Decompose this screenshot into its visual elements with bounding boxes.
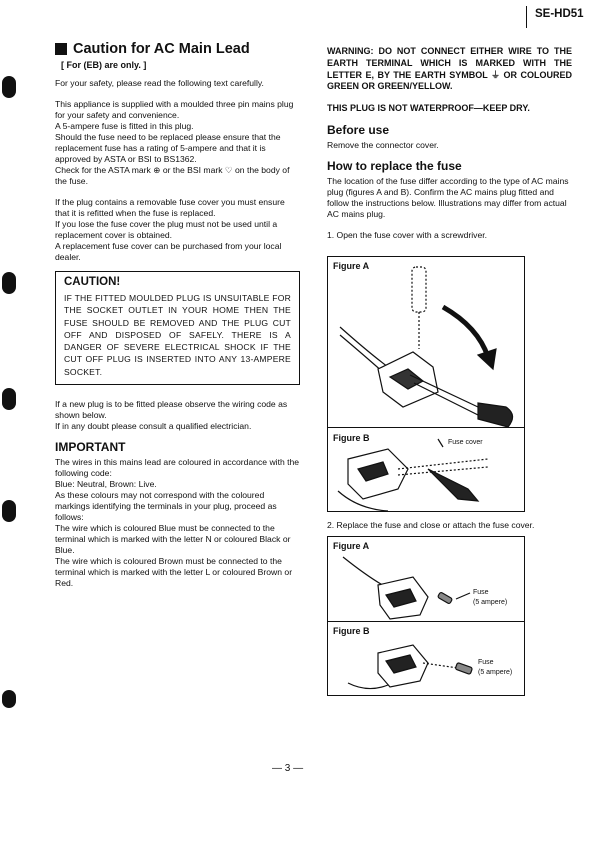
waterproof-warning: THIS PLUG IS NOT WATERPROOF—KEEP DRY. [327, 103, 530, 114]
paragraph: Check for the ASTA mark ⊕ or the BSI mark ♡ on the body of the fuse. [55, 165, 290, 186]
caution-text: IF THE FITTED MOULDED PLUG IS UNSUITABLE FOR THE SOCKET OUTLET IN YOUR HOME THEN THE FUSE SHOULD BE REMOVED AND THE PLUG CUT OFF AND DISPOSED OF SAFELY. THERE IS A DANGER OF SEVERE ELECTRICAL SHOCK IF THE CUT OFF PLUG IS INSERTED INTO ANY 13-AMPERE SOCKET. [64, 293, 291, 377]
paragraph: A replacement fuse cover can be purchased from your local dealer. [55, 241, 282, 262]
paragraph: As these colours may not correspond with the coloured markings identifying the terminals in your plug, proceed as follows: [55, 490, 277, 523]
caution-box [55, 271, 300, 385]
how-to-heading: How to replace the fuse [327, 158, 462, 173]
before-use-text: Remove the connector cover. [327, 139, 439, 150]
before-use-heading: Before use [327, 122, 390, 137]
binding-hole [2, 272, 16, 294]
figure-group-open-cover [327, 256, 525, 512]
binding-hole [2, 500, 16, 522]
region-note: [ For (EB) are only. ] [61, 60, 147, 70]
paragraph: If in any doubt please consult a qualified electrician. [55, 421, 252, 432]
section-heading [55, 40, 300, 58]
paragraph: If a new plug is to be fitted please observe the wiring code as shown below. [55, 399, 288, 421]
fuse-label: Fuse [478, 659, 494, 666]
paragraph: If the plug contains a removable fuse cover you must ensure that it is refitted when the fuse is replaced. [55, 197, 285, 218]
model-number: SE-HD51 [526, 6, 584, 28]
fuse-cover-label: Fuse cover [448, 439, 483, 446]
figure-a-label: Figure A [333, 541, 370, 551]
page-number: — 3 — [272, 763, 304, 774]
caution-title: CAUTION! [64, 276, 121, 288]
figure-group-replace-fuse [327, 536, 525, 696]
figure-b-label: Figure B [333, 626, 370, 636]
paragraph: Should the fuse need to be replaced please ensure that the replacement fuse has a rating of 5-ampere and that it is approved by ASTA or BSI to BS1362. [55, 132, 281, 164]
paragraph: If you lose the fuse cover the plug must not be used until a replacement cover is obtained. [55, 219, 278, 240]
step-2: 2. Replace the fuse and close or attach the fuse cover. [327, 520, 535, 530]
left-column [55, 40, 300, 589]
plug-b-illustration [328, 429, 524, 511]
plug-screwdriver-illustration [328, 257, 524, 427]
how-to-text: The location of the fuse differ according to the type of AC mains plug (figures A and B). Confirm the AC mains plug fitted and follow the instructions below. Illustrations may differ from actual AC mains plug. [327, 175, 569, 219]
fuse-rating-label: (5 ampere) [473, 599, 508, 606]
paragraph: The wire which is coloured Brown must be connected to the terminal which is marked with the letter L or coloured Brown or Red. [55, 556, 293, 589]
right-column [327, 46, 572, 241]
important-heading: IMPORTANT [55, 440, 126, 455]
fuse-rating-label: (5 ampere) [478, 669, 513, 676]
paragraph: A 5-ampere fuse is fitted in this plug. [55, 121, 194, 131]
figure-b-label: Figure B [333, 433, 370, 443]
intro-text: For your safety, please read the following text carefully. [55, 78, 264, 88]
fuse-label: Fuse [473, 589, 489, 596]
binding-hole [2, 388, 16, 410]
square-bullet-icon [55, 43, 67, 55]
plug-a-fuse-illustration [328, 537, 524, 622]
binding-hole [2, 690, 16, 708]
warning-text: WARNING: DO NOT CONNECT EITHER WIRE TO THE EARTH TERMINAL WHICH IS MARKED WITH THE LETTER E, BY THE EARTH SYMBOL ⏚ OR COLOURED GREEN OR GREEN/YELLOW. [327, 46, 572, 92]
plug-b-fuse-illustration [328, 623, 524, 695]
paragraph: The wires in this mains lead are coloured in accordance with the following code: [55, 457, 300, 479]
binding-hole [2, 76, 16, 98]
paragraph: The wire which is coloured Blue must be connected to the terminal which is marked with the letter N or coloured Black or Blue. [55, 523, 291, 556]
section-title: Caution for AC Main Lead [73, 41, 250, 57]
step-1: 1. Open the fuse cover with a screwdriver. [327, 229, 488, 240]
paragraph: This appliance is supplied with a moulded three pin mains plug for your safety and convenience. [55, 99, 294, 120]
paragraph: Blue: Neutral, Brown: Live. [55, 479, 157, 490]
figure-a-label: Figure A [333, 261, 370, 271]
